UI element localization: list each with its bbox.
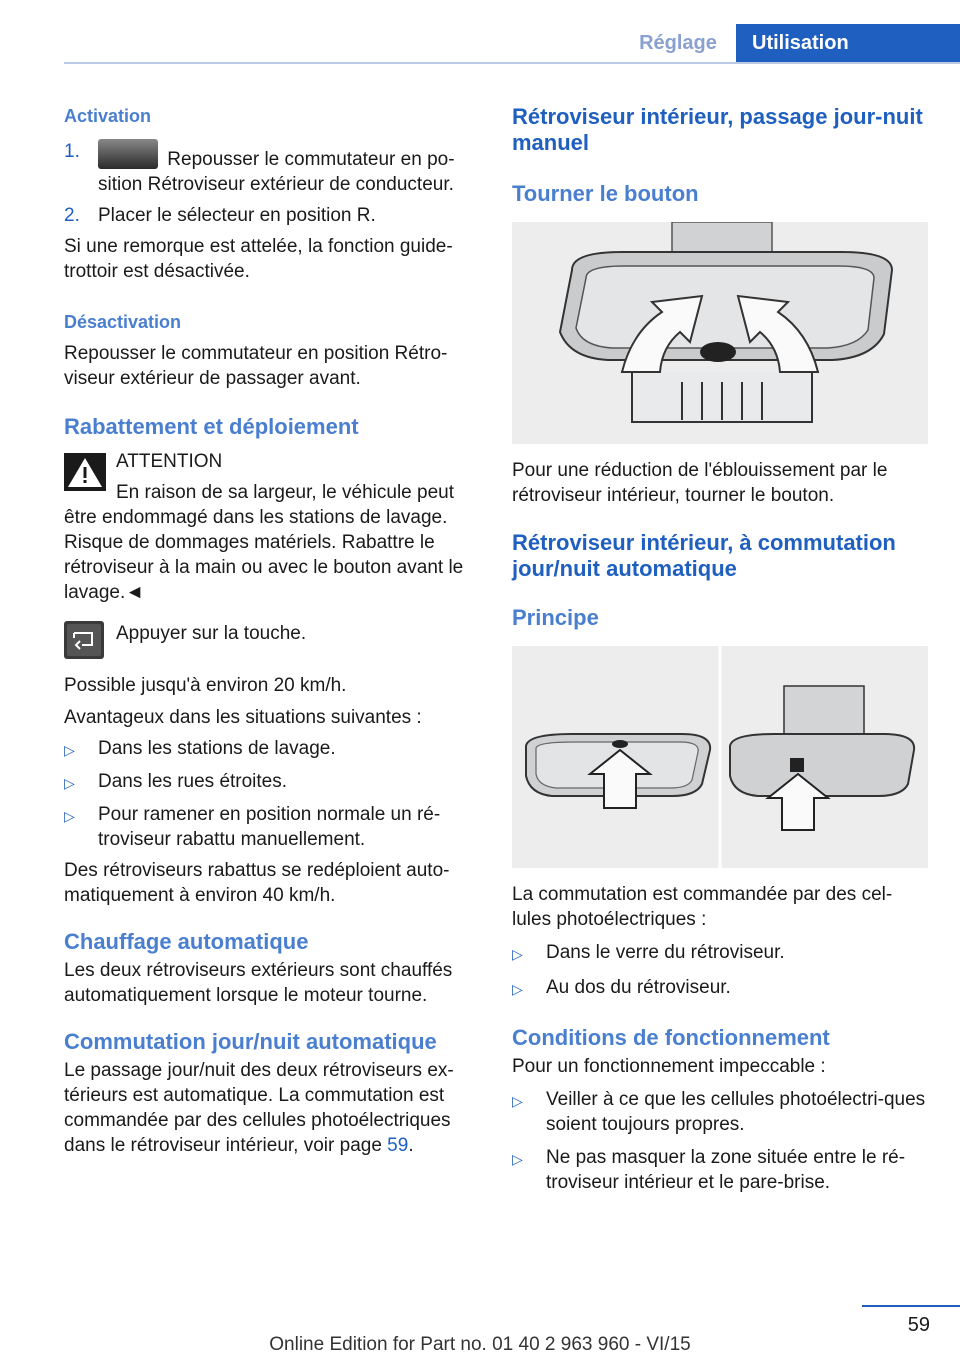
principe-text: La commutation est commandée par des cel-lules photoélectriques :	[512, 884, 893, 930]
manuel-heading: Rétroviseur intérieur, passage jour-nuit manuel	[512, 104, 923, 155]
principe-heading: Principe	[512, 605, 599, 630]
step-text: Placer le sélecteur en position R.	[98, 205, 376, 226]
bullet-icon: ▷	[64, 742, 75, 758]
fold-mirror-button-icon	[64, 621, 104, 659]
list-item-text: Ne pas masquer la zone située entre le ré-troviseur intérieur et le pare-brise.	[546, 1147, 906, 1193]
list-item	[512, 1145, 928, 1195]
bullet-icon: ▷	[512, 946, 523, 962]
page-link[interactable]: 59	[387, 1135, 409, 1156]
activation-heading: Activation	[64, 106, 152, 126]
list-item-text: Dans les rues étroites.	[98, 771, 288, 792]
step-number: 1.	[64, 141, 80, 162]
attention-block	[64, 449, 478, 505]
tourner-text: Pour une réduction de l'éblouissement par le rétroviseur intérieur, tourner le bouton.	[512, 460, 888, 506]
attention-title: ATTENTION	[116, 451, 223, 472]
chauffage-text: Les deux rétroviseurs extérieurs sont chauffés automatiquement lorsque le moteur tourne.	[64, 960, 453, 1006]
bullet-icon: ▷	[512, 1151, 523, 1167]
tab-utilisation-label: Utilisation	[752, 32, 849, 54]
warning-icon	[64, 453, 106, 491]
possible-text: Possible jusqu'à environ 20 km/h.	[64, 675, 347, 696]
bullet-icon: ▷	[64, 808, 75, 824]
attention-continued: être endommagé dans les stations de lavage. Risque de dommages matériels. Rabattre le rétroviseur à la main ou avec le bouton avant le lavage.◄	[64, 507, 464, 603]
list-item-text: Veiller à ce que les cellules photoélectri-ques soient toujours propres.	[546, 1089, 926, 1135]
commutation-text	[64, 1058, 478, 1158]
tab-reglage[interactable]: Réglage	[639, 32, 717, 54]
left-column	[64, 104, 478, 1158]
chauffage-heading: Chauffage automatique	[64, 929, 309, 954]
list-item-text: Pour ramener en position normale un ré-troviseur rabattu manuellement.	[98, 804, 441, 850]
list-item-text: Au dos du rétroviseur.	[546, 977, 731, 998]
touche-text: Appuyer sur la touche.	[116, 623, 307, 644]
tourner-heading: Tourner le bouton	[512, 181, 699, 206]
tab-utilisation[interactable]	[736, 24, 960, 62]
page-number: 59	[907, 1314, 930, 1336]
touche-row	[64, 621, 478, 659]
mirror-switch-icon	[98, 139, 158, 169]
step-1	[64, 139, 478, 197]
redeploy-text: Des rétroviseurs rabattus se redéploient auto-matiquement à environ 40 km/h.	[64, 860, 450, 906]
bullet-icon: ▷	[512, 981, 523, 997]
desactivation-text: Repousser le commutateur en position Rétro-viseur extérieur de passager avant.	[64, 343, 448, 389]
step-2	[64, 203, 478, 228]
header-rule	[64, 62, 960, 64]
footer-edition: Online Edition for Part no. 01 40 2 963 960 - VI/15	[269, 1334, 691, 1355]
right-column	[512, 104, 928, 1195]
avantageux-text: Avantageux dans les situations suivantes :	[64, 707, 422, 728]
list-item	[512, 975, 928, 1002]
manual-mirror-image	[512, 222, 928, 444]
bullet-icon: ▷	[512, 1093, 523, 1109]
commutation-end: .	[408, 1135, 414, 1156]
list-item-text: Dans les stations de lavage.	[98, 738, 336, 759]
step-number: 2.	[64, 205, 80, 226]
footer-rule	[862, 1305, 960, 1307]
bullet-icon: ▷	[64, 775, 75, 791]
list-item-text: Dans le verre du rétroviseur.	[546, 942, 785, 963]
list-item	[512, 940, 928, 967]
list-item	[64, 736, 478, 763]
conditions-text: Pour un fonctionnement impeccable :	[512, 1056, 826, 1077]
auto-heading: Rétroviseur intérieur, à commutation jour/nuit automatique	[512, 530, 896, 581]
list-item	[64, 769, 478, 796]
rabattement-heading: Rabattement et déploiement	[64, 414, 359, 439]
attention-text: En raison de sa largeur, le véhicule peut	[116, 482, 454, 503]
commutation-body: Le passage jour/nuit des deux rétroviseurs ex-térieurs est automatique. La commutation est commandée par des cellules photoélectriques dans le rétroviseur intérieur, voir page	[64, 1060, 454, 1156]
list-item	[64, 802, 478, 852]
conditions-heading: Conditions de fonctionnement	[512, 1025, 830, 1050]
list-item	[512, 1087, 928, 1137]
step-text: Repousser le commutateur en po-sition Rétroviseur extérieur de conducteur.	[98, 149, 455, 195]
desactivation-heading: Désactivation	[64, 312, 182, 332]
auto-mirror-image	[512, 646, 928, 868]
remorque-text: Si une remorque est attelée, la fonction guide-trottoir est désactivée.	[64, 236, 453, 282]
commutation-heading: Commutation jour/nuit automatique	[64, 1029, 437, 1054]
